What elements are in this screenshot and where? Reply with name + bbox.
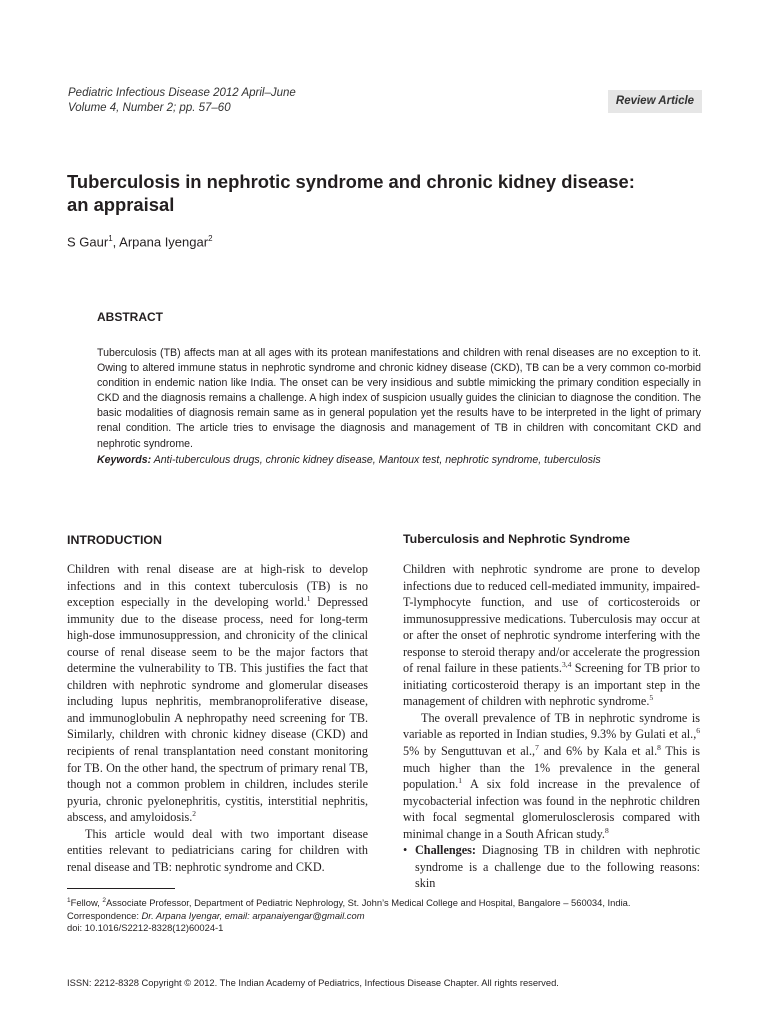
author-name: Arpana Iyengar [119, 234, 209, 250]
author-list [67, 230, 213, 251]
issn-copyright: ISSN: 2212-8328 Copyright © 2012. The Indian Academy of Pediatrics, Infectious Disease Chapter. All rights reserved. [67, 977, 559, 988]
text-run: Diagnosing TB in children with nephrotic syndrome is a challenge due to the following reasons: skin [415, 843, 700, 891]
author-affiliation-mark: 2 [208, 234, 213, 243]
tb-nephrotic-body [403, 561, 700, 892]
text-run: This is much higher than the 1% prevalence in the general population. [403, 744, 700, 792]
citation-mark: 1 [306, 594, 311, 604]
author-separator: , [112, 234, 120, 250]
text-run: A six fold increase in the prevalence of mycobacterial infection was found in the nephrotic children with focal segmental glomerulosclerosis compared with minimal change in a South African study. [403, 777, 700, 841]
journal-volume-pages: Volume 4, Number 2; pp. 57–60 [68, 102, 231, 114]
text-run: 5% by Senguttuvan et al., [403, 744, 536, 759]
keywords [97, 453, 701, 468]
abstract-text: Tuberculosis (TB) affects man at all ages with its protean manifestations and children with renal diseases are no exception to it. Owing to altered immune status in nephrotic syndrome and chronic kidney disease (CKD), TB can be a very common co-morbid condition in endemic nation like India. The onset can be very insidious and subtle mimicking the primary condition especially in CKD and the diagnosis remains a challenge. A high index of suspicion usually guides the clinician to diagnose the condition. The basic modalities of diagnosis remain same as in general population yet the results have to be interpreted in the light of primary renal condition. The article tries to envisage the diagnosis and management of TB in children with concomitant CKD and nephrotic syndrome. [97, 347, 701, 450]
bullet-mark: • [403, 843, 408, 858]
text-run: and 6% by Kala et al. [538, 744, 658, 759]
journal-name-date: Pediatric Infectious Disease 2012 April–June [68, 87, 296, 99]
footnote-correspondence [67, 910, 707, 923]
citation-mark: 8 [657, 742, 661, 752]
text-run: The overall prevalence of TB in nephrotic syndrome is variable as reported in Indian studies, 9.3% by Gulati et al., [403, 710, 700, 742]
abstract-heading: ABSTRACT [97, 310, 163, 324]
paragraph: This article would deal with two important disease entities relevant to pediatricians caring for children with renal disease and TB: nephrotic syndrome and CKD. [67, 826, 368, 874]
author-name: S Gaur [67, 234, 109, 250]
citation-mark: 2 [192, 809, 196, 819]
citation-mark: 7 [535, 742, 539, 752]
introduction-heading: INTRODUCTION [67, 533, 162, 547]
citation-mark: 3,4 [561, 660, 572, 670]
introduction-body [67, 561, 368, 875]
paragraph [67, 561, 368, 826]
footnotes [67, 895, 707, 935]
footnote-divider [67, 888, 175, 889]
bullet-item-challenges [403, 842, 700, 892]
citation-mark: 6 [696, 726, 700, 736]
text-run: Associate Professor, Department of Pediatric Nephrology, St. John’s Medical College and Hospital, Bangalore – 560034, India. [106, 897, 631, 909]
text-run: Children with nephrotic syndrome are prone to develop infections due to reduced cell-mediated immunity, impaired-T-lymphocyte function, and use of corticosteroids or immunosuppressive medications. Tuberculosis may occur at or after the onset of nephrotic syndrome interfering with the response to steroid therapy and/or accelerate the progression of renal failure in these patients. [403, 562, 700, 676]
bullet-text [415, 842, 700, 892]
text-run: Depressed immunity due to the disease process, need for long-term high-dose immunosuppression, and chronicity of the clinical course of renal disease seem to be the major factors that determine the vulnerability to TB. This justifies the fact that children with nephrotic syndrome and glomerular diseases including lupus nephritis, membranoproliferative disease, and immunoglobulin A nephropathy need screening for TB. Similarly, children with chronic kidney disease (CKD) and recipients of renal transplantation need constant monitoring for TB. On the other hand, the spectrum of primary renal TB, though not a common problem in children, includes sterile pyuria, chronic pyelonephritis, cystitis, interstitial nephritis, abscess, and amyloidosis. [67, 595, 369, 825]
journal-citation [68, 86, 296, 116]
author-affiliation-mark: 1 [108, 234, 113, 243]
correspondence-contact: Dr. Arpana Iyengar, email: arpanaiyengar@gmail.com [141, 909, 365, 921]
keywords-list: Anti-tuberculous drugs, chronic kidney disease, Mantoux test, nephrotic syndrome, tuberculosis [151, 454, 601, 466]
keywords-label: Keywords: [97, 454, 152, 466]
paragraph [403, 710, 700, 842]
citation-mark: 8 [604, 825, 609, 835]
affiliation-mark: 2 [102, 897, 107, 904]
text-run: Screening for TB prior to initiating corticosteroid therapy is an important step in the management of children with nephrotic syndrome. [403, 661, 700, 709]
bullet-label: Challenges: [415, 843, 476, 858]
text-run: Fellow, [70, 897, 103, 909]
article-title [67, 170, 707, 216]
paragraph [403, 561, 700, 710]
article-title-line-2: an appraisal [67, 194, 175, 215]
section-heading-tb-nephrotic: Tuberculosis and Nephrotic Syndrome [403, 532, 630, 546]
citation-mark: 5 [649, 693, 654, 703]
text-run: Children with renal disease are at high-risk to develop infections and in this context tuberculosis (TB) is no exception especially in the developing world. [67, 562, 368, 610]
article-title-line-1: Tuberculosis in nephrotic syndrome and chronic kidney disease: [67, 171, 635, 192]
citation-mark: 1 [458, 776, 462, 786]
footnote-affiliations [67, 895, 707, 910]
footnote-doi: doi: 10.1016/S2212-8328(12)60024-1 [67, 922, 224, 934]
affiliation-mark: 1 [67, 897, 71, 904]
article-type-badge: Review Article [608, 90, 702, 113]
correspondence-label: Correspondence: [67, 909, 142, 921]
